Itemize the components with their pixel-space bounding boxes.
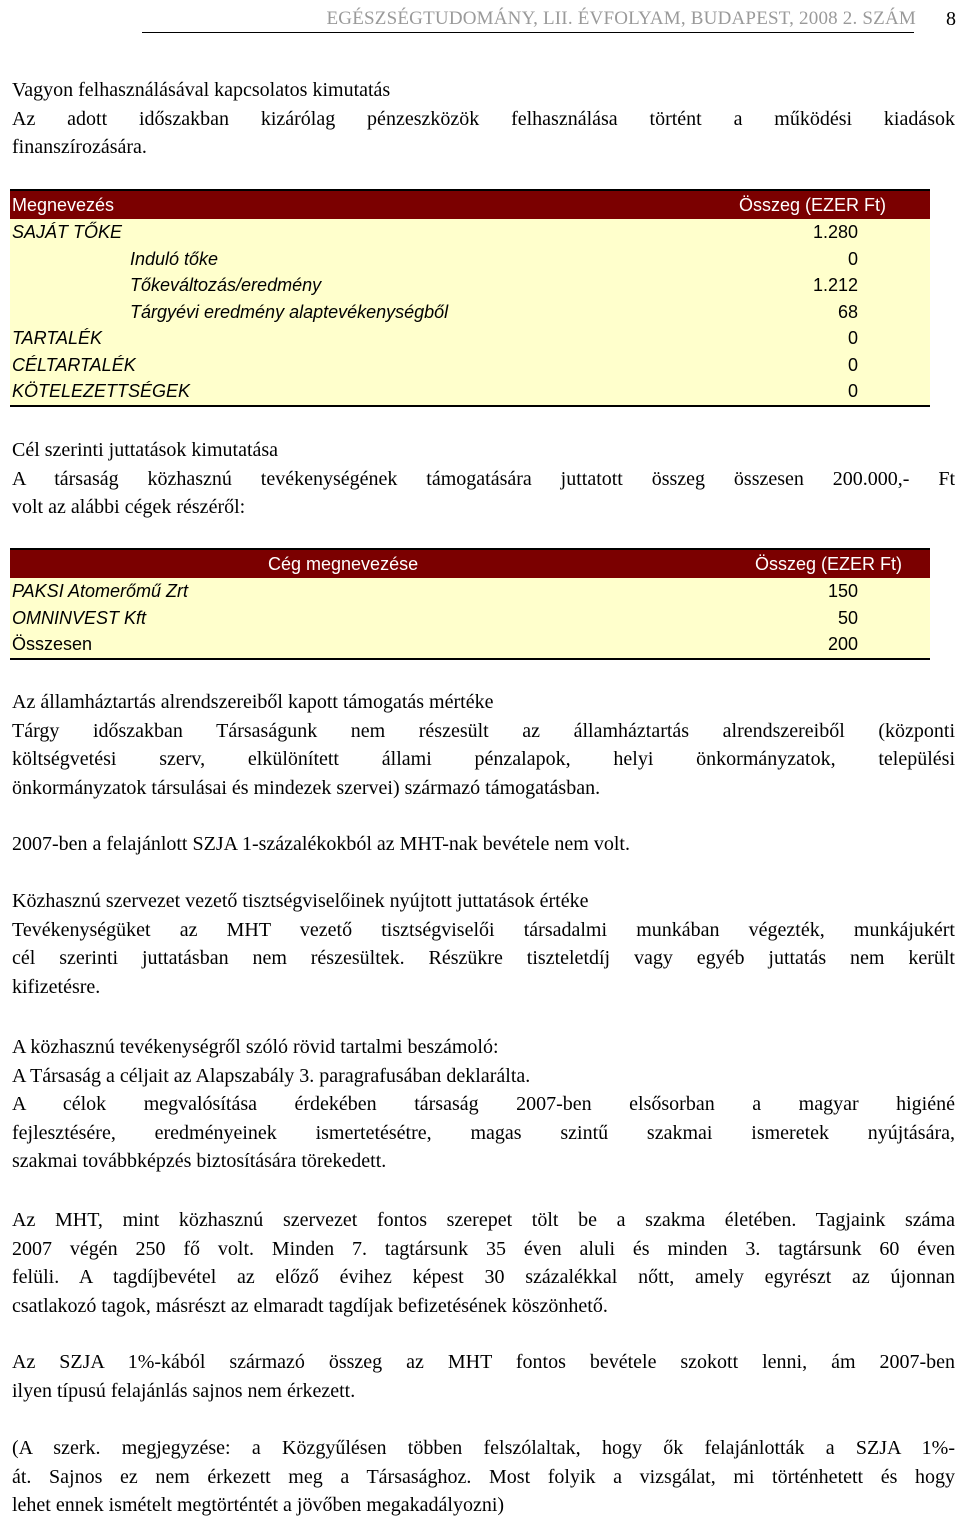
table-row <box>10 352 930 379</box>
paragraph-line: költségvetési szerv, elkülönített állami pénzalapok, helyi önkormányzatok, települési <box>12 748 955 770</box>
row-label: SAJÁT TŐKE <box>12 222 123 242</box>
paragraph-line: önkormányzatok társulásai és mindezek szervei) származó támogatásban. <box>12 776 601 799</box>
paragraph-line: Tevékenységüket az MHT vezető tisztségviselői társadalmi munkában végezték, munkájukért <box>12 918 955 941</box>
paragraph-line: felüli. A tagdíjbevétel az előző évihez képest 30 százalékkal nőtt, amely egyrészt az újonnan <box>12 1266 955 1288</box>
paragraph-line: A célok megvalósítása érdekében társaság 2007-ben elsősorban a magyar higiéné <box>12 1093 955 1115</box>
paragraph-line: kifizetésre. <box>12 975 101 998</box>
table-row <box>10 299 930 326</box>
activity-report-section <box>12 1033 955 1176</box>
row-value: 0 <box>847 354 858 375</box>
row-label: PAKSI Atomerőmű Zrt <box>12 581 189 601</box>
row-value: 50 <box>837 607 858 628</box>
table-bottom-rule <box>10 658 930 660</box>
page-number: 8 <box>946 8 956 30</box>
row-label: Összesen <box>12 634 93 654</box>
row-value: 1.212 <box>812 275 858 295</box>
officers-benefits-section <box>12 887 955 1001</box>
editor-note-paragraph <box>12 1434 955 1520</box>
szja-income-paragraph <box>12 1348 955 1405</box>
running-header <box>12 6 956 34</box>
row-label: Tárgyévi eredmény alaptevékenységből <box>130 301 449 322</box>
paragraph-line: szakmai továbbképzés biztosítására törekedett. <box>12 1150 387 1172</box>
donors-table <box>10 548 930 660</box>
paragraph-line: Tárgy időszakban Társaságunk nem részesült az államháztartás alrendszereiből (központi <box>12 719 955 742</box>
column-header-amount: Összeg (EZER Ft) <box>754 554 902 574</box>
public-finance-section <box>12 688 955 802</box>
table-header <box>10 548 930 578</box>
table-row <box>10 578 930 605</box>
table-row <box>10 378 930 405</box>
paragraph-line: 2007 végén 250 fő volt. Minden 7. tagtársunk 35 éven aluli és minden 3. tagtársunk 60 éven <box>12 1237 955 1260</box>
table-row <box>10 272 930 299</box>
row-value: 68 <box>837 301 858 322</box>
membership-paragraph <box>12 1206 955 1320</box>
paragraph-line: fejlesztésére, eredményeinek ismertetésétre, magas szintű szakmai ismeretek nyújtására, <box>12 1121 955 1144</box>
table-row <box>10 325 930 352</box>
table-row <box>10 605 930 632</box>
row-value: 200 <box>827 634 858 654</box>
szja-note-paragraph <box>12 830 955 859</box>
equity-table <box>10 189 930 407</box>
paragraph-line: A társaság közhasznú tevékenységének támogatására juttatott összeg összesen 200.000,- Ft <box>12 467 955 490</box>
paragraph-line: A Társaság a céljait az Alapszabály 3. paragrafusában deklarálta. <box>12 1064 531 1087</box>
paragraph-line: Az MHT, mint közhasznú szervezet fontos szerepet tölt be a szakma életében. Tagjaink száma <box>12 1209 955 1231</box>
paragraph-line: ilyen típusú felajánlás sajnos nem érkezett. <box>12 1379 356 1402</box>
column-header-name: Megnevezés <box>12 195 115 215</box>
table-header <box>10 189 930 219</box>
asset-usage-section <box>12 76 955 162</box>
row-label: Tőkeváltozás/eredmény <box>130 275 322 295</box>
section-title: Az államháztartás alrendszereiből kapott támogatás mértéke <box>12 691 494 713</box>
row-label: Induló tőke <box>130 248 219 269</box>
paragraph-line: finanszírozására. <box>12 136 147 158</box>
paragraph-line: (A szerk. megjegyzése: a Közgyűlésen többen felszólaltak, hogy ők felajánlották a SZJA 1%- <box>12 1437 955 1459</box>
paragraph-line: lehet ennek ismételt megtörténtét a jövőben megakadályozni) <box>12 1494 505 1516</box>
row-value: 0 <box>847 328 858 348</box>
paragraph-line: 2007-ben a felajánlott SZJA 1-százalékokból az MHT-nak bevétele nem volt. <box>12 833 630 855</box>
row-label: KÖTELEZETTSÉGEK <box>12 381 191 401</box>
paragraph-line: cél szerinti juttatásban nem részesültek. Részükre tiszteletdíj vagy egyéb juttatás nem került <box>12 947 955 969</box>
table-row-total <box>10 631 930 658</box>
grants-section <box>12 436 955 522</box>
row-value: 1.280 <box>812 222 858 242</box>
header-rule <box>142 32 914 33</box>
column-header-amount: Összeg (EZER Ft) <box>738 195 886 215</box>
section-title: Cél szerinti juttatások kimutatása <box>12 439 279 461</box>
table-bottom-rule <box>10 405 930 407</box>
paragraph-line: volt az alábbi cégek részéről: <box>12 496 246 518</box>
table-row <box>10 246 930 273</box>
section-title: Közhasznú szervezet vezető tisztségviselőinek nyújtott juttatások értéke <box>12 890 589 912</box>
row-label: TARTALÉK <box>12 328 103 348</box>
row-label: CÉLTARTALÉK <box>12 354 136 375</box>
paragraph-line: csatlakozó tagok, másrészt az elmaradt tagdíjak befizetésének köszönhető. <box>12 1294 608 1317</box>
row-value: 0 <box>847 248 858 269</box>
row-value: 0 <box>847 381 858 401</box>
section-title: Vagyon felhasználásával kapcsolatos kimutatás <box>12 79 391 101</box>
journal-title: EGÉSZSÉGTUDOMÁNY, LII. ÉVFOLYAM, BUDAPEST, 2008 2. SZÁM <box>326 8 916 29</box>
paragraph-line: át. Sajnos ez nem érkezett meg a Társasághoz. Most folyik a vizsgálat, mi történhetett és hogy <box>12 1465 955 1488</box>
row-label: OMNINVEST Kft <box>12 607 147 628</box>
column-header-name: Cég megnevezése <box>268 554 419 574</box>
section-title: A közhasznú tevékenységről szóló rövid tartalmi beszámoló: <box>12 1036 499 1058</box>
paragraph-line: Az adott időszakban kizárólag pénzeszközök felhasználása történt a működési kiadások <box>12 107 955 130</box>
table-row <box>10 219 930 246</box>
paragraph-line: Az SZJA 1%-kából származó összeg az MHT fontos bevétele szokott lenni, ám 2007-ben <box>12 1351 955 1373</box>
row-value: 150 <box>827 581 858 601</box>
